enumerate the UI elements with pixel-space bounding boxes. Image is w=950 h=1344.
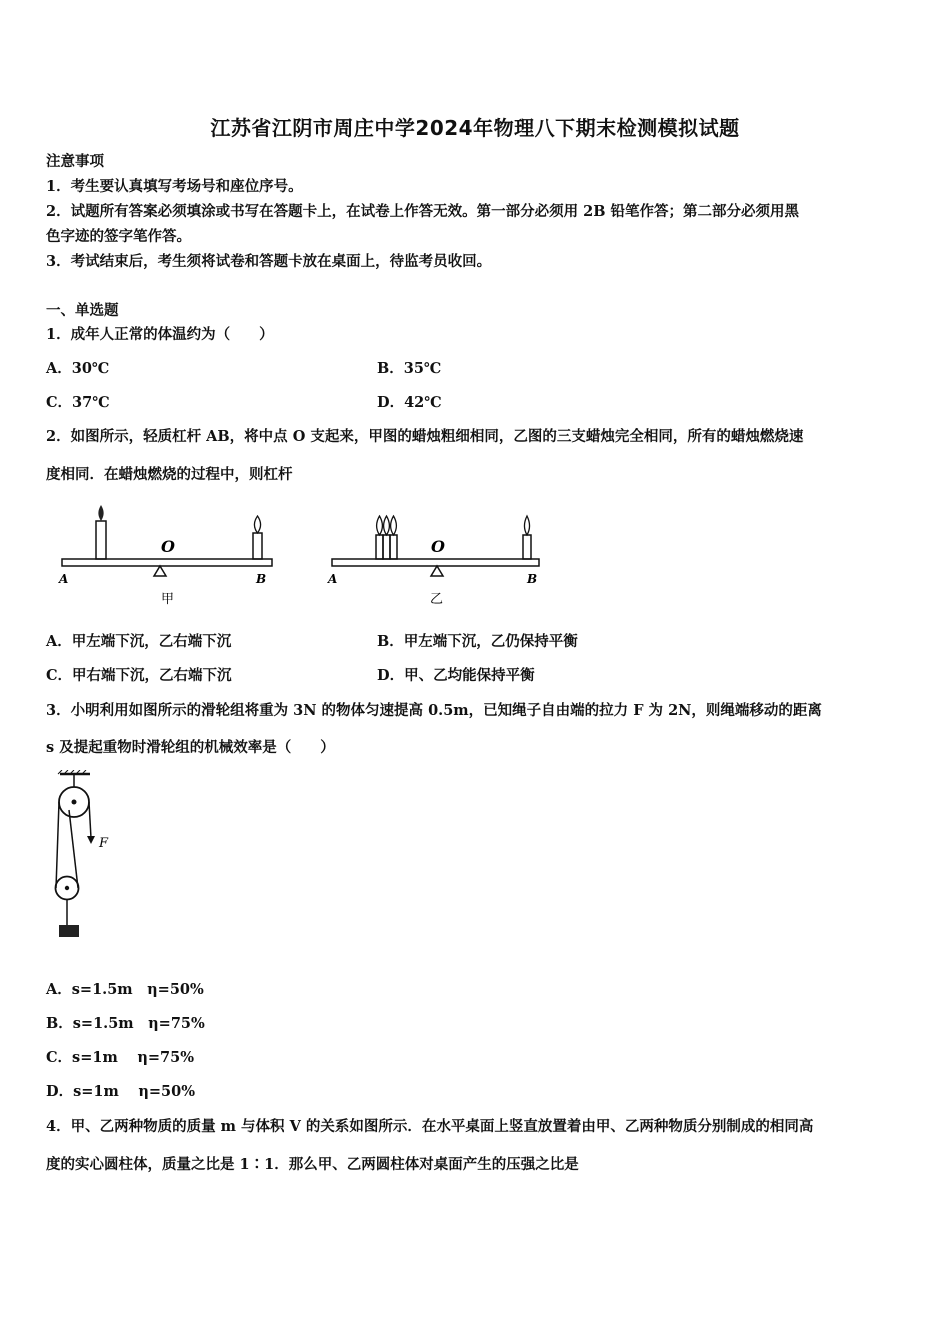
question-2-stem-line1: 2．如图所示，轻质杠杆 AB，将中点 O 支起来，甲图的蜡烛粗细相同，乙图的三支蜡烛完全相同，所有的蜡烛燃烧速 [46,428,804,445]
q2-option-c: C．甲右端下沉，乙右端下沉 [46,667,232,684]
section-heading: 一、单选题 [46,302,119,319]
q1-option-b: B．35℃ [377,360,442,377]
candle [523,535,531,559]
page-title: 江苏省江阴市周庄中学2024年物理八下期末检测模拟试题 [210,116,740,140]
notice-item: 3．考试结束后，考生须将试卷和答题卡放在桌面上，待监考员收回。 [46,253,492,270]
question-4-stem-line2: 度的实心圆柱体，质量之比是 1∶1．那么甲、乙两圆柱体对桌面产生的压强之比是 [46,1156,579,1173]
figure-caption-yi: 乙 [430,592,444,607]
candle [376,535,383,559]
point-o-label: O [161,537,175,556]
flame-icon [98,505,103,521]
force-label: F [99,836,109,851]
candle [383,535,390,559]
point-a-label: A [328,572,338,586]
q1-option-a: A．30℃ [46,360,110,377]
notice-heading: 注意事项 [46,153,104,170]
pulley-figure [44,770,124,946]
q3-option-a: A．s=1.5m η=50% [46,981,204,998]
figure-caption-jia: 甲 [161,592,175,607]
lever-bar [62,559,272,566]
question-4-stem-line1: 4．甲、乙两种物质的质量 m 与体积 V 的关系如图所示．在水平桌面上竖直放置着由甲、乙两种物质分别制成的相同高 [46,1118,814,1135]
q1-option-d: D．42℃ [377,394,442,411]
notice-item: 1．考生要认真填写考场号和座位序号。 [46,178,303,195]
rope [56,802,59,888]
q3-option-b: B．s=1.5m η=75% [46,1015,205,1032]
weight-block [59,925,79,937]
candle [253,533,262,559]
fulcrum-icon [154,566,166,576]
q2-option-b: B．甲左端下沉，乙仍保持平衡 [377,633,578,650]
notice-item: 色字迹的签字笔作答。 [46,228,191,245]
q2-option-d: D．甲、乙均能保持平衡 [377,667,535,684]
lever-diagram-yi [327,516,539,607]
flame-icon [254,516,260,533]
fulcrum-icon [431,566,443,576]
candle [390,535,397,559]
flame-icon [383,516,389,535]
point-o-label: O [431,537,445,556]
q1-option-c: C．37℃ [46,394,110,411]
lever-bar [332,559,539,566]
question-3-stem-line1: 3．小明利用如图所示的滑轮组将重为 3N 的物体匀速提高 0.5m，已知绳子自由端的拉力 F 为 2N，则绳端移动的距离 [46,702,822,719]
flame-icon [524,516,529,535]
q3-option-c: C．s=1m η=75% [46,1049,194,1066]
notice-item: 2．试题所有答案必须填涂或书写在答题卡上，在试卷上作答无效。第一部分必须用 2B 铅笔作答；第二部分必须用黑 [46,203,800,220]
force-arrow-icon [87,836,95,844]
question-1-stem: 1．成年人正常的体温约为（ ） [46,326,274,343]
point-b-label: B [256,572,267,586]
candle [96,521,106,559]
q2-option-a: A．甲左端下沉，乙右端下沉 [46,633,232,650]
flame-icon [390,516,396,535]
question-2-stem-line2: 度相同．在蜡烛燃烧的过程中，则杠杆 [46,466,293,483]
point-a-label: A [59,572,69,586]
question-3-stem-line2: s 及提起重物时滑轮组的机械效率是（ ） [46,739,335,756]
point-b-label: B [527,572,538,586]
q3-option-d: D．s=1m η=50% [46,1083,196,1100]
lever-candle-figure [50,497,550,612]
rope [89,802,91,838]
lever-diagram-jia [58,505,272,607]
flame-icon [376,516,382,535]
